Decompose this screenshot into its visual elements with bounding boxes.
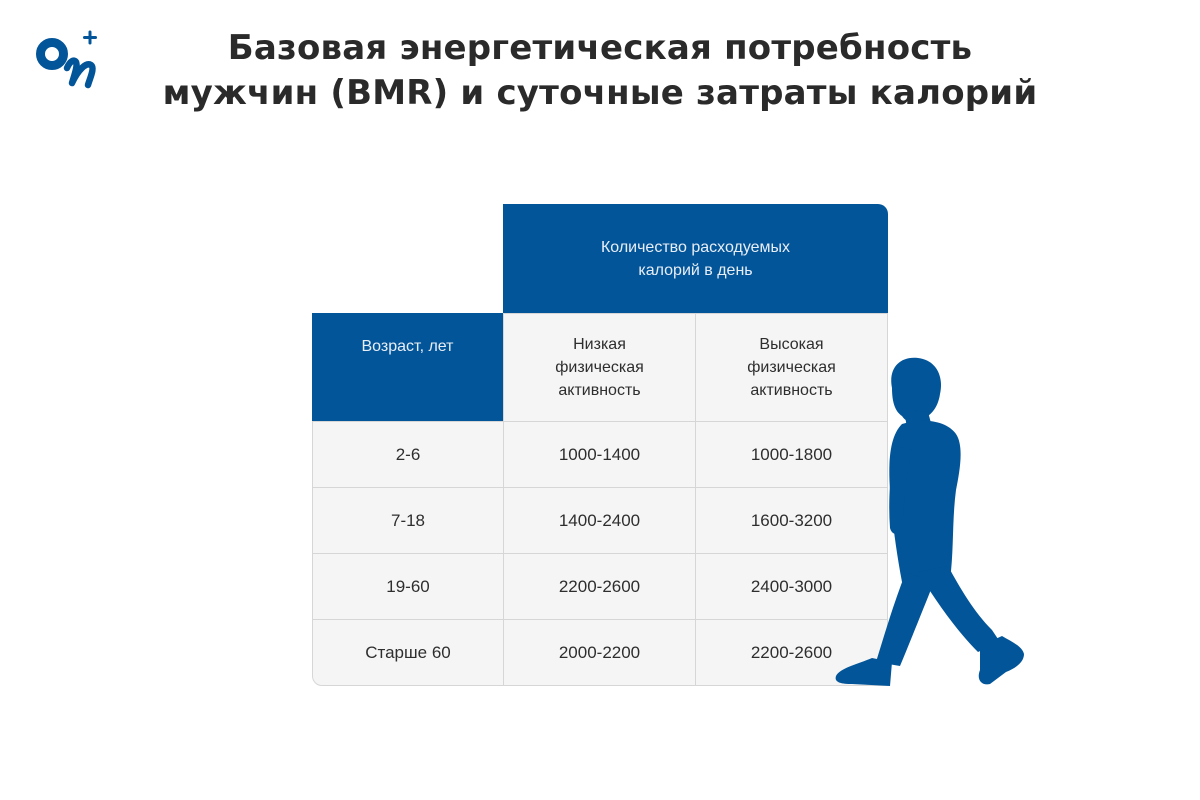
table-group-header: Количество расходуемых калорий в день [503,204,888,313]
calorie-table [312,204,888,686]
table-row-low: 2200-2600 [503,553,696,620]
page-title: Базовая энергетическая потребность мужчин (BMR) и суточные затраты калорий [162,28,1038,113]
table-row-high: 2400-3000 [695,553,888,620]
low-activity-header: Низкая физическая активность [503,313,696,422]
table-row-low: 1400-2400 [503,487,696,554]
logo-icon [34,28,104,94]
walking-man-icon [830,350,1030,690]
table-row-high: 1600-3200 [695,487,888,554]
table-row-low: 1000-1400 [503,421,696,488]
table-row-age: Старше 60 [312,619,504,686]
table-row-high: 2200-2600 [695,619,888,686]
high-activity-header: Высокая физическая активность [695,313,888,422]
age-column-header: Возраст, лет [312,313,503,422]
table-row-age: 7-18 [312,487,504,554]
table-row-age: 19-60 [312,553,504,620]
table-row-age: 2-6 [312,421,504,488]
table-row-high: 1000-1800 [695,421,888,488]
table-row-low: 2000-2200 [503,619,696,686]
